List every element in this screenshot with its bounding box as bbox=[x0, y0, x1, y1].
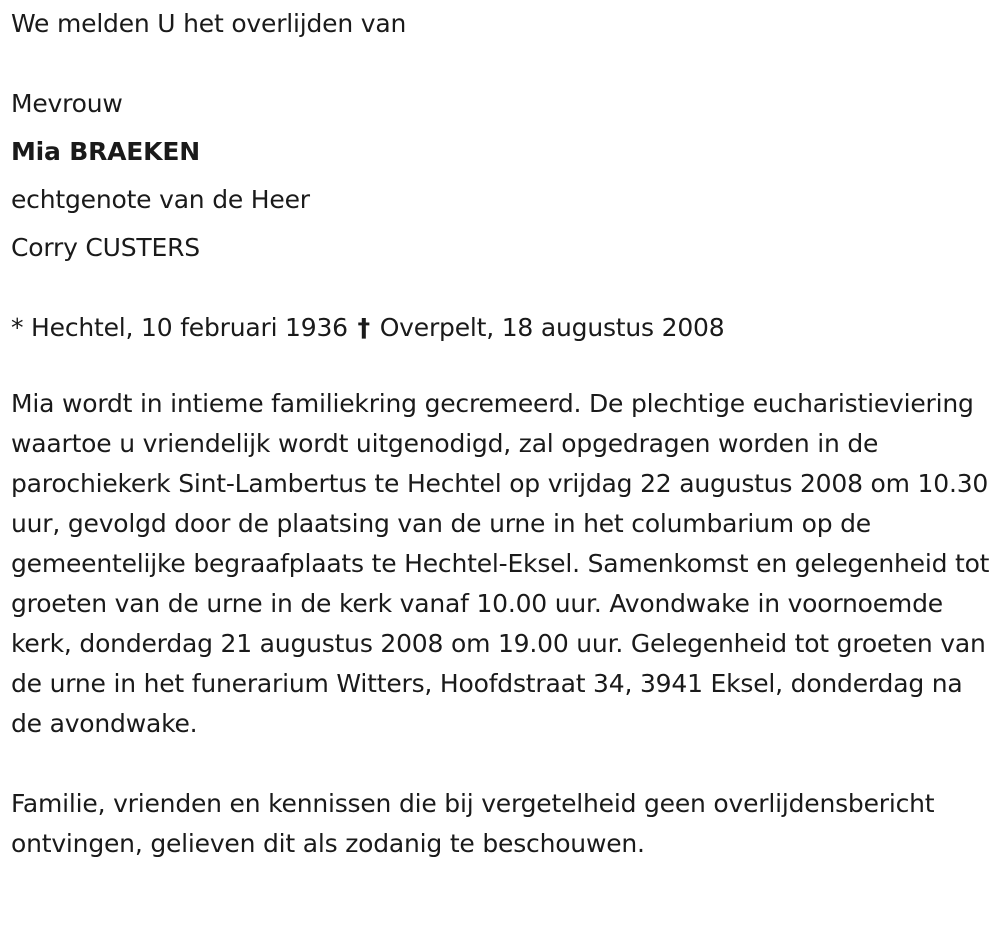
cross-icon: † bbox=[357, 313, 370, 342]
ceremony-paragraph: Mia wordt in intieme familiekring gecremeerd. De plechtige eucharistieviering waartoe u vriendelijk wordt uitgenodigd, zal opgedragen worden in de parochiekerk Sint-Lambertus te Hechtel op vrijdag 22 augustus 2008 om 10.30 uur, gevolgd door de plaatsing van de urne in het columbarium op de gemeentelijke begraafplaats te Hechtel-Eksel. Samenkomst en gelegenheid tot groeten van de urne in de kerk vanaf 10.00 uur. Avondwake in voornoemde kerk, donderdag 21 augustus 2008 om 19.00 uur. Gelegenheid tot groeten van de urne in het funerarium Witters, Hoofdstraat 34, 3941 Eksel, donderdag na de avondwake. bbox=[11, 389, 990, 738]
closing-paragraph: Familie, vrienden en kennissen die bij vergetelheid geen overlijdensbericht ontvingen, gelieven dit als zodanig te beschouwen. bbox=[11, 789, 935, 858]
spouse-name: Corry CUSTERS bbox=[11, 233, 200, 262]
death-info: Overpelt, 18 augustus 2008 bbox=[379, 313, 725, 342]
deceased-block bbox=[11, 80, 991, 272]
intro-text: We melden U het overlijden van bbox=[11, 9, 407, 38]
deceased-name: Mia BRAEKEN bbox=[11, 137, 200, 166]
relation-text: echtgenote van de Heer bbox=[11, 185, 310, 214]
life-dates bbox=[11, 304, 991, 352]
birth-info: * Hechtel, 10 februari 1936 bbox=[11, 313, 348, 342]
honorific: Mevrouw bbox=[11, 89, 123, 118]
death-notice bbox=[11, 0, 991, 864]
